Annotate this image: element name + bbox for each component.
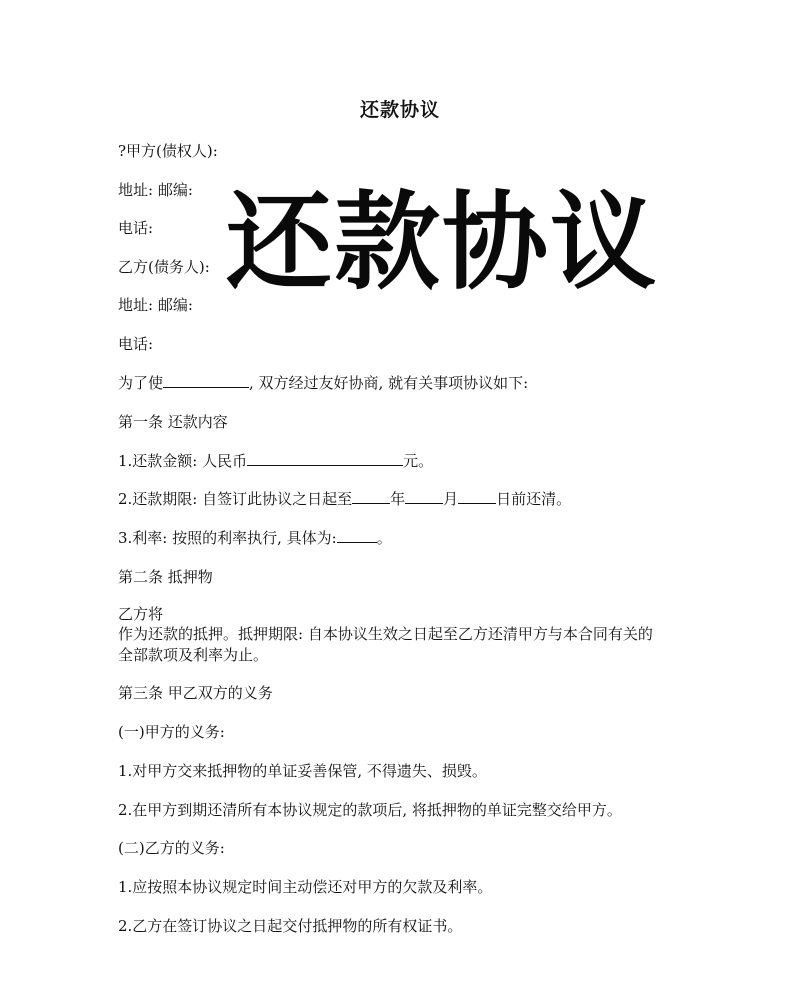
intro-after: , 双方经过友好协商, 就有关事项协议如下:	[249, 374, 529, 392]
party-b-duty-2: 2.乙方在签订协议之日起交付抵押物的所有权证书。	[118, 917, 463, 935]
party-a-duty-2: 2.在甲方到期还清所有本协议规定的款项后, 将抵押物的单证完整交给甲方。	[118, 801, 622, 819]
party-b-duty-heading: (二)乙方的义务:	[118, 839, 225, 857]
amount-after: 元。	[403, 452, 434, 470]
intro-blank	[163, 373, 249, 388]
article3-heading: 第三条 甲乙双方的义务	[118, 684, 273, 702]
article2-heading: 第二条 抵押物	[118, 568, 213, 586]
party-b-address: 地址: 邮编:	[118, 296, 193, 314]
article1-heading: 第一条 还款内容	[118, 413, 228, 431]
article2-line2: 作为还款的抵押。抵押期限: 自本协议生效之日起至乙方还清甲方与本合同有关的	[118, 625, 653, 643]
party-b-duty-1: 1.应按照本协议规定时间主动偿还对甲方的欠款及利率。	[118, 878, 493, 896]
article1-item3	[118, 528, 392, 548]
term-year: 年	[390, 490, 406, 508]
document-title: 还款协议	[359, 99, 440, 121]
party-a-address: 地址: 邮编:	[118, 181, 193, 199]
article2-line3: 全部款项及利率为止。	[118, 646, 269, 664]
party-a-duty-1: 1.对甲方交来抵押物的单证妥善保管, 不得遗失、损毁。	[118, 762, 487, 780]
day-blank	[458, 489, 496, 504]
party-b-phone: 电话:	[118, 335, 154, 353]
month-blank	[405, 489, 443, 504]
amount-blank	[247, 451, 403, 466]
rate-blank	[337, 528, 377, 543]
intro-line	[118, 373, 528, 393]
party-a-phone: 电话:	[118, 219, 154, 237]
article1-item1	[118, 451, 433, 471]
term-after: 日前还清。	[496, 490, 572, 508]
rate-after: 。	[376, 529, 392, 547]
year-blank	[352, 489, 390, 504]
term-before: 2.还款期限: 自签订此协议之日起至	[118, 490, 353, 508]
article2-line1: 乙方将	[118, 605, 164, 623]
article1-item2	[118, 489, 571, 509]
rate-before: 3.利率: 按照的利率执行, 具体为:	[118, 529, 337, 547]
party-a-label: ?甲方(债权人):	[118, 142, 218, 160]
term-month: 月	[443, 490, 459, 508]
watermark-overlay: 还款协议	[226, 181, 658, 304]
amount-before: 1.还款金额: 人民币	[118, 452, 248, 470]
intro-before: 为了使	[118, 374, 164, 392]
party-b-label: 乙方(债务人):	[118, 258, 210, 276]
party-a-duty-heading: (一)甲方的义务:	[118, 723, 225, 741]
